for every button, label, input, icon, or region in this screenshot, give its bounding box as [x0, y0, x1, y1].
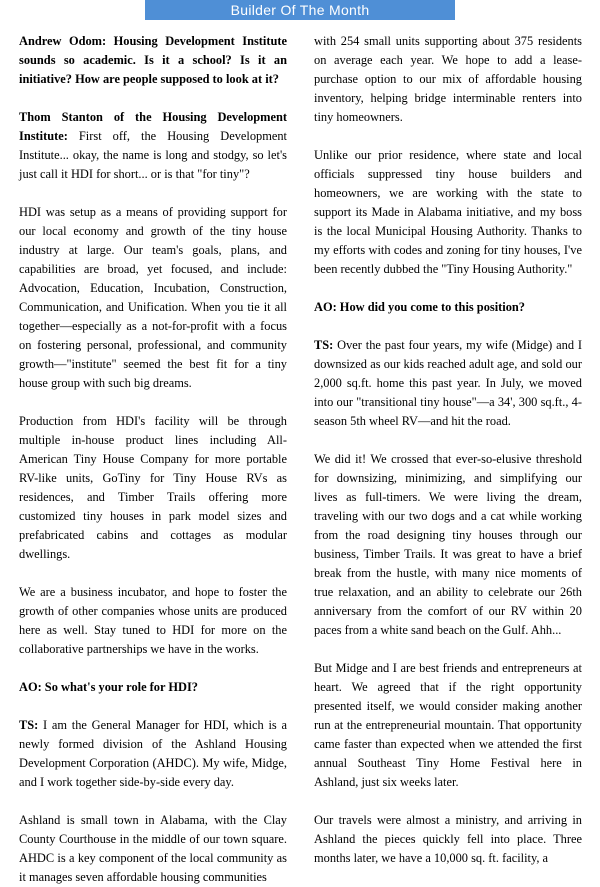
speaker-label: TS:: [314, 338, 334, 352]
speaker-label: Thom Stanton of the Housing Development Institute:: [19, 110, 287, 143]
question-paragraph: [19, 32, 287, 89]
body-paragraph: Production from HDI's facility will be through multiple in-house product lines including All-American Tiny House Company for more portable RV-like units, GoTiny for Tiny House RVs as residences, and Timber Trails offering more customized tiny houses in park model sizes and prefabricated cabins and cottages as modular dwellings.: [19, 414, 287, 561]
speaker-label: TS:: [19, 718, 39, 732]
question-text: AO: So what's your role for HDI?: [19, 680, 198, 694]
answer-paragraph: [19, 108, 287, 184]
section-banner: Builder Of The Month: [145, 0, 455, 20]
answer-text: First off, the Housing Development Institute... okay, the name is long and stodgy, so let's just call it HDI for short... or is that "for tiny"?: [19, 129, 287, 181]
answer-text: Over the past four years, my wife (Midge) and I downsized as our kids reached adult age, and sold our 2,000 sq.ft. home this past year. In July, we moved into our "transitional tiny house"—a 34', 300 sq.ft., 4-season 5th wheel RV—and hit the road.: [314, 338, 582, 428]
body-paragraph: Our travels were almost a ministry, and arriving in Ashland the pieces quickly fell into place. Three months later, we have a 10,000 sq. ft. facility, a: [314, 813, 582, 865]
body-paragraph: We are a business incubator, and hope to foster the growth of other companies whose units are produced here as well. Stay tuned to HDI for more on the collaborative partnerships we have in the works.: [19, 585, 287, 656]
body-paragraph: But Midge and I are best friends and entrepreneurs at heart. We agreed that if the right opportunity presented itself, we would consider making another run at the entrepreneurial mountain. That opportunity came faster than expected when we attended the first annual Southeast Tiny Home Festival here in Ashland, just six weeks later.: [314, 661, 582, 789]
answer-paragraph: [314, 336, 582, 431]
question-paragraph: [19, 678, 287, 697]
body-paragraph: Unlike our prior residence, where state and local officials suppressed tiny house builders and homeowners, we are working with the state to support its Made in Alabama initiative, and my boss is the local Municipal Housing Authority. Thanks to my efforts with codes and zoning for tiny houses, I've been recently dubbed the "Tiny Housing Authority.": [314, 148, 582, 276]
question-text: Andrew Odom: Housing Development Institute sounds so academic. Is it a school? Is it an initiative? How are people supposed to look at it?: [19, 34, 287, 86]
body-paragraph: HDI was setup as a means of providing support for our local economy and growth of the tiny house industry at large. Our team's goals, plans, and capabilities are broad, yet focused, and include: Advocation, Education, Incubation, Construction, Communication, and Unification. When you tie it all together—especially as a not-for-profit with a focus on fostering personal, professional, and community growth—"institute" seemed the best fit for a tiny house group with such big dreams.: [19, 205, 287, 390]
body-paragraph: Ashland is small town in Alabama, with the Clay County Courthouse in the middle of our town square. AHDC is a key component of the local community as it manages seven affordable housing communities: [19, 813, 287, 884]
right-column: [314, 32, 582, 868]
body-paragraph: We did it! We crossed that ever-so-elusive threshold for downsizing, minimizing, and simplifying our lives as full-timers. We were living the dream, traveling with our two dogs and a cat while working from the road designing tiny houses through our business, Timber Trails. It was great to have a brief break from the hustle, with many nice moments of true relaxation, and an ability to celebrate our 26th anniversary from the comfort of our RV within 20 paces from a white sand beach on the Gulf. Ahh...: [314, 452, 582, 637]
question-paragraph: [314, 298, 582, 317]
left-column: [19, 32, 287, 887]
answer-text: I am the General Manager for HDI, which is a newly formed division of the Ashland Housing Development Corporation (AHDC). My wife, Midge, and I work together side-by-side every day.: [19, 718, 287, 789]
answer-paragraph: [19, 716, 287, 792]
question-text: AO: How did you come to this position?: [314, 300, 526, 314]
body-paragraph: with 254 small units supporting about 375 residents on average each year. We hope to add a lease-purchase option to our mix of affordable housing inventory, helping bridge interminable renters into tiny homeowners.: [314, 34, 582, 124]
